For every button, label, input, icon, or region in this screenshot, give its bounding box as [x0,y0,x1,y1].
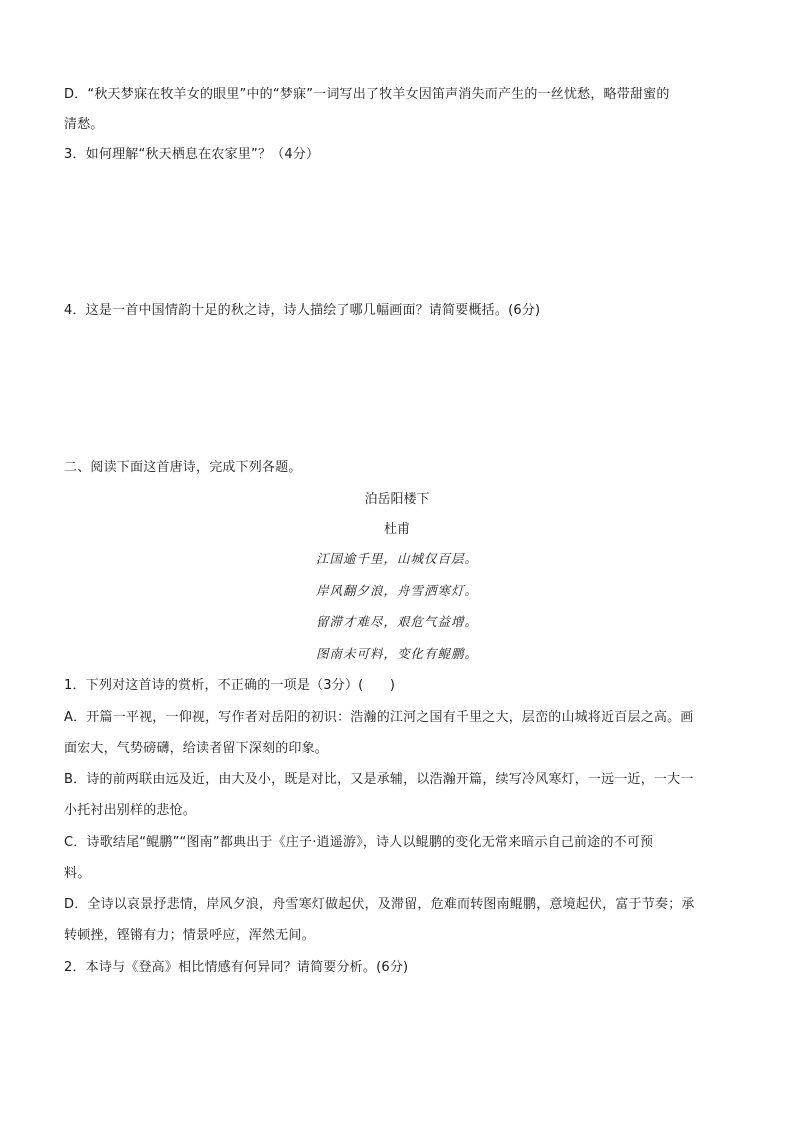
option-d-line-1: D．全诗以哀景抒悲情，岸风夕浪，舟雪寒灯做起伏，及滞留，危难而转图南鲲鹏，意境起伏，富于节奏；承 [64,897,695,912]
poem-line: 图南未可料，变化有鲲鹏。 [315,646,478,661]
option-b-line-2: 小托衬出别样的悲怆。 [64,803,197,818]
option-b-line-1: B．诗的前两联由远及近，由大及小，既是对比，又是承辅，以浩瀚开篇，续写冷风寒灯，一远一近，一大一 [64,772,694,787]
option-d-line-2: 转顿挫，铿锵有力；情景呼应，浑然无间。 [64,928,315,943]
question-1: 1．下列对这首诗的赏析，不正确的一项是（3分）( ) [64,678,396,693]
option-a-line-1: A．开篇一平视，一仰视，写作者对岳阳的初识：浩瀚的江河之国有千里之大，层峦的山城将近百层之高。画 [64,710,694,725]
poem-title: 泊岳阳楼下 [364,492,430,507]
question-3: 3．如何理解“秋天栖息在农家里”？（4分） [64,147,320,162]
question-4: 4．这是一首中国情韵十足的秋之诗，诗人描绘了哪几幅画面？请简要概括。(6分) [64,303,541,318]
option-c-line-2: 料。 [64,866,91,881]
poem-line: 留滞才难尽，艰危气益增。 [315,614,478,629]
question-2: 2．本诗与《登高》相比情感有何异同？请简要分析。(6分) [64,960,409,975]
option-d-line-2: 清愁。 [64,117,104,132]
option-d-line-1: D．“秋天梦寐在牧羊女的眼里”中的“梦寐”一词写出了牧羊女因笛声消失而产生的一丝忧愁，略带甜蜜的 [64,87,670,102]
option-c-line-1: C．诗歌结尾“鲲鹏”“图南”都典出于《庄子·逍遥游》，诗人以鲲鹏的变化无常来暗示自己前途的不可预 [64,835,654,850]
poem-line: 岸风翻夕浪，舟雪洒寒灯。 [315,583,478,598]
section-2-heading: 二、阅读下面这首唐诗，完成下列各题。 [64,460,302,475]
poem-author: 杜甫 [383,522,410,537]
option-a-line-2: 面宏大，气势磅礴，给读者留下深刻的印象。 [64,741,329,756]
poem-line: 江国逾千里，山城仅百层。 [315,551,478,566]
